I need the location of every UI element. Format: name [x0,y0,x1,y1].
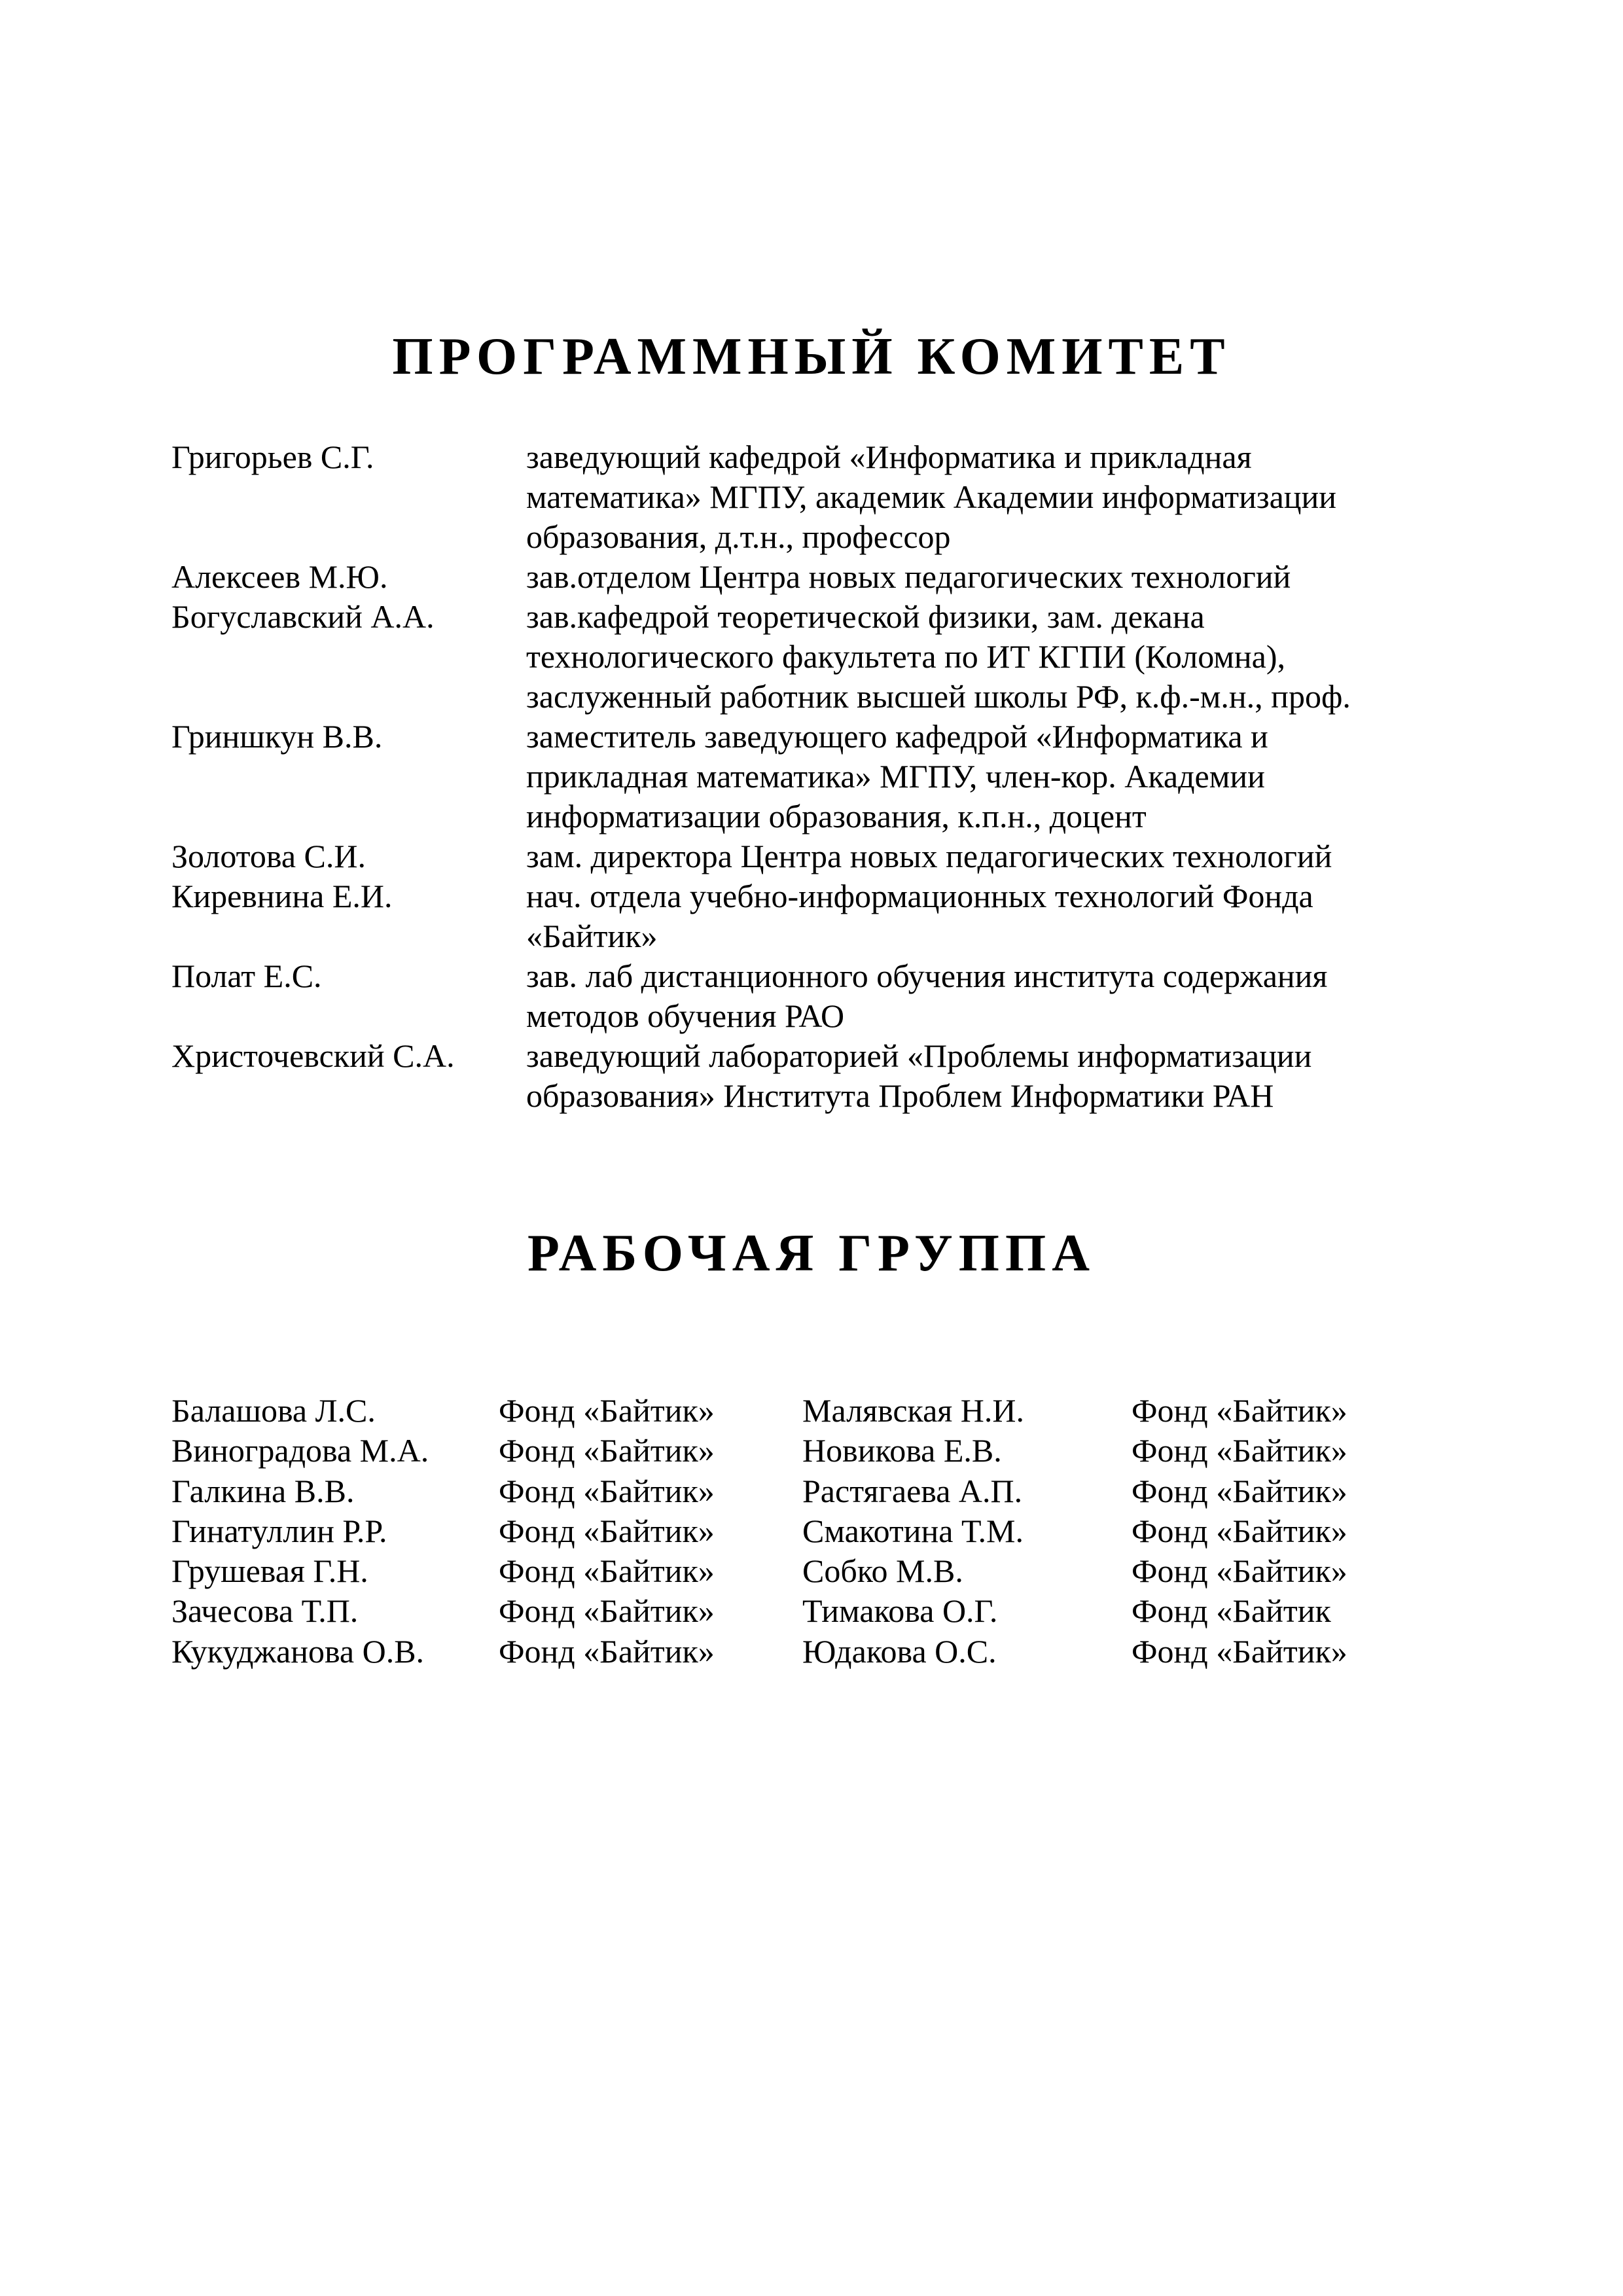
working-group-member-org: Фонд «Байтик» [499,1552,715,1590]
working-group-member-org: Фонд «Байтик» [1132,1632,1347,1670]
program-committee-heading: ПРОГРАММНЫЙ КОМИТЕТ [392,328,1231,386]
working-group-member-org: Фонд «Байтик» [499,1472,715,1509]
committee-member-name: Золотова С.И. [171,838,366,874]
working-group-row [171,1632,1406,1672]
working-group-row [171,1391,1406,1431]
working-group-list [171,1391,1406,1672]
working-group-member-name: Зачесова Т.П. [171,1592,359,1630]
working-group-member-name: Виноградова М.А. [171,1432,429,1469]
working-group-heading: РАБОЧАЯ ГРУППА [527,1225,1096,1282]
working-group-member-name: Собко М.В. [802,1552,963,1590]
committee-member [171,956,1480,1036]
committee-member-name: Богуславский А.А. [171,598,435,635]
committee-member-name: Григорьев С.Г. [171,439,374,475]
committee-member-description: зав. лаб дистанционного обучения института содержания методов обучения РАО [526,958,1328,1034]
working-group-row [171,1511,1406,1551]
working-group-member-name: Гинатуллин Р.Р. [171,1512,387,1549]
committee-member [171,876,1480,956]
committee-member-description: заведующий кафедрой «Информатика и прикладная математика» МГПУ, академик Академии информатизации образования, д.т.н., профессор [526,439,1337,555]
working-group-member-org: Фонд «Байтик» [499,1392,715,1429]
working-group-member-org: Фонд «Байтик [1132,1592,1331,1630]
committee-member-name: Полат Е.С. [171,958,322,994]
working-group-member-org: Фонд «Байтик» [499,1432,715,1469]
working-group-member-org: Фонд «Байтик» [1132,1512,1347,1549]
working-group-member-name: Малявская Н.И. [802,1392,1024,1429]
committee-member-name: Христочевский С.А. [171,1037,455,1074]
committee-member-description: зав.кафедрой теоретической физики, зам. декана технологического факультета по ИТ КГПИ (Коломна), заслуженный работник высшей школы РФ, к.ф.-м.н., проф. [526,598,1351,715]
working-group-member-name: Растягаева А.П. [802,1472,1023,1509]
working-group-member-org: Фонд «Байтик» [1132,1472,1347,1509]
committee-member-name: Гриншкун В.В. [171,718,383,755]
committee-member-description: заведующий лабораторией «Проблемы информатизации образования» Института Проблем Информатики РАН [526,1037,1312,1114]
working-group-member-name: Грушевая Г.Н. [171,1552,368,1590]
committee-member [171,1036,1480,1116]
program-committee-list [171,437,1480,1116]
working-group-row [171,1431,1406,1471]
working-group-member-name: Смакотина Т.М. [802,1512,1024,1549]
working-group-member-org: Фонд «Байтик» [499,1592,715,1630]
working-group-member-name: Балашова Л.С. [171,1392,376,1429]
committee-member-description: нач. отдела учебно-информационных технологий Фонда «Байтик» [526,878,1313,954]
working-group-row [171,1591,1406,1631]
committee-member-description: зав.отделом Центра новых педагогических технологий [526,558,1291,595]
working-group-member-org: Фонд «Байтик» [1132,1392,1347,1429]
committee-member-name: Алексеев М.Ю. [171,558,388,595]
working-group-row [171,1471,1406,1511]
working-group-member-name: Тимакова О.Г. [802,1592,998,1630]
committee-member-description: заместитель заведующего кафедрой «Информатика и прикладная математика» МГПУ, член-кор. Академии информатизации образования, к.п.н., доцент [526,718,1268,834]
working-group-member-name: Галкина В.В. [171,1472,355,1509]
committee-member [171,597,1480,717]
committee-member [171,557,1480,597]
working-group-member-name: Юдакова О.С. [802,1632,997,1670]
working-group-member-org: Фонд «Байтик» [499,1512,715,1549]
working-group-member-name: Новикова Е.В. [802,1432,1002,1469]
working-group-member-org: Фонд «Байтик» [499,1632,715,1670]
working-group-member-org: Фонд «Байтик» [1132,1552,1347,1590]
committee-member [171,836,1480,876]
committee-member [171,717,1480,836]
committee-member-name: Киревнина Е.И. [171,878,393,914]
working-group-row [171,1551,1406,1591]
working-group-member-name: Кукуджанова О.В. [171,1632,425,1670]
committee-member [171,437,1480,557]
committee-member-description: зам. директора Центра новых педагогических технологий [526,838,1332,874]
working-group-member-org: Фонд «Байтик» [1132,1432,1347,1469]
